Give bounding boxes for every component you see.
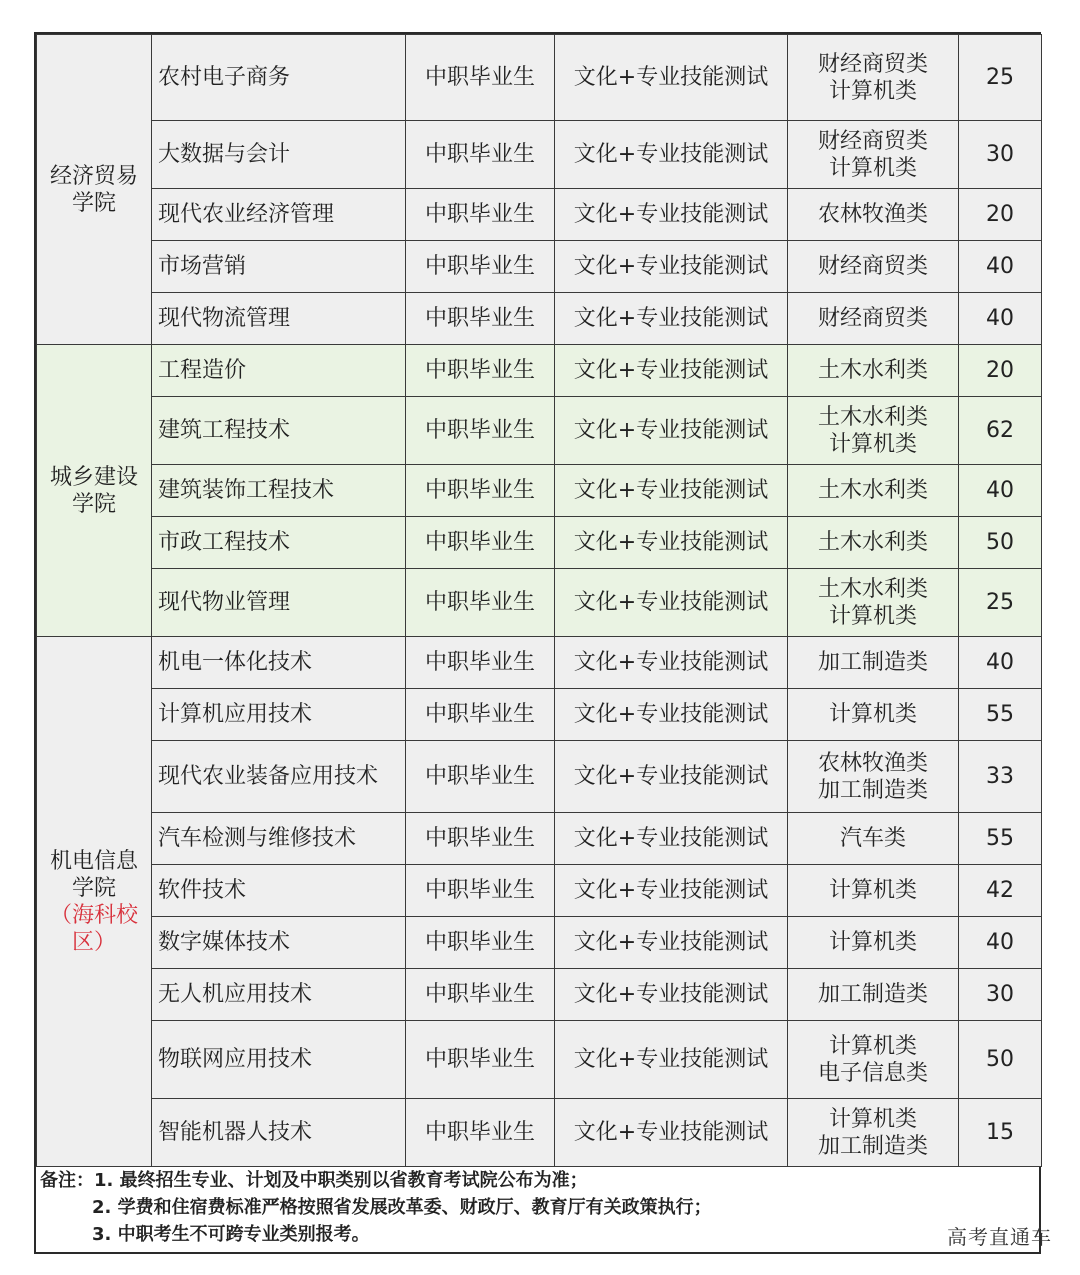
category-line: 计算机类 xyxy=(828,1106,917,1132)
major-name: 市政工程技术 xyxy=(152,517,406,569)
enrollment-plan: 55 xyxy=(959,813,1042,865)
exam-method: 文化+专业技能测试 xyxy=(555,969,788,1021)
vocational-category xyxy=(788,35,959,121)
applicant-type: 中职毕业生 xyxy=(406,517,555,569)
applicant-type: 中职毕业生 xyxy=(406,569,555,637)
category-line: 计算机类 xyxy=(828,78,917,104)
major-name: 农村电子商务 xyxy=(152,35,406,121)
category-line: 汽车类 xyxy=(839,826,906,851)
enrollment-plan: 40 xyxy=(959,637,1042,689)
table-row xyxy=(37,569,1042,637)
college-name-line: 学院 xyxy=(71,491,116,517)
table-row xyxy=(37,35,1042,121)
vocational-category xyxy=(788,813,959,865)
major-name: 现代物业管理 xyxy=(152,569,406,637)
vocational-category xyxy=(788,741,959,813)
applicant-type: 中职毕业生 xyxy=(406,917,555,969)
college-name xyxy=(37,345,152,637)
applicant-type: 中职毕业生 xyxy=(406,397,555,465)
vocational-category xyxy=(788,637,959,689)
major-name: 计算机应用技术 xyxy=(152,689,406,741)
table-row xyxy=(37,813,1042,865)
vocational-category xyxy=(788,1021,959,1099)
table-row xyxy=(37,465,1042,517)
major-name: 数字媒体技术 xyxy=(152,917,406,969)
exam-method: 文化+专业技能测试 xyxy=(555,865,788,917)
category-line: 土木水利类 xyxy=(817,358,928,383)
applicant-type: 中职毕业生 xyxy=(406,741,555,813)
category-line: 土木水利类 xyxy=(817,530,928,555)
category-line: 计算机类 xyxy=(828,702,917,727)
exam-method: 文化+专业技能测试 xyxy=(555,569,788,637)
applicant-type: 中职毕业生 xyxy=(406,813,555,865)
category-line: 农林牧渔类 xyxy=(817,202,928,227)
applicant-type: 中职毕业生 xyxy=(406,1099,555,1167)
enrollment-plan: 15 xyxy=(959,1099,1042,1167)
watermark: 高考直通车 xyxy=(947,1225,1052,1249)
exam-method: 文化+专业技能测试 xyxy=(555,189,788,241)
enrollment-plan: 40 xyxy=(959,917,1042,969)
applicant-type: 中职毕业生 xyxy=(406,241,555,293)
applicant-type: 中职毕业生 xyxy=(406,689,555,741)
campus-note: （海科校 xyxy=(49,902,138,928)
category-line: 计算机类 xyxy=(828,930,917,955)
applicant-type: 中职毕业生 xyxy=(406,345,555,397)
category-line: 计算机类 xyxy=(828,603,917,629)
vocational-category xyxy=(788,689,959,741)
table-row xyxy=(37,189,1042,241)
major-name: 工程造价 xyxy=(152,345,406,397)
exam-method: 文化+专业技能测试 xyxy=(555,637,788,689)
table-row xyxy=(37,121,1042,189)
enrollment-plan: 33 xyxy=(959,741,1042,813)
category-line: 土木水利类 xyxy=(817,576,928,602)
category-line: 加工制造类 xyxy=(817,650,928,675)
major-name: 建筑装饰工程技术 xyxy=(152,465,406,517)
college-name-line: 学院 xyxy=(71,190,116,216)
college-name xyxy=(37,637,152,1167)
campus-note: 区） xyxy=(71,929,116,955)
major-name: 现代物流管理 xyxy=(152,293,406,345)
vocational-category xyxy=(788,865,959,917)
major-name: 市场营销 xyxy=(152,241,406,293)
major-name: 现代农业装备应用技术 xyxy=(152,741,406,813)
major-name: 现代农业经济管理 xyxy=(152,189,406,241)
table-row xyxy=(37,241,1042,293)
exam-method: 文化+专业技能测试 xyxy=(555,293,788,345)
enrollment-sheet xyxy=(34,32,1041,1254)
enrollment-plan: 50 xyxy=(959,517,1042,569)
category-line: 财经商贸类 xyxy=(817,306,928,331)
remark-line-3: 3. 中职考生不可跨专业类别报考。 xyxy=(92,1224,370,1245)
category-line: 财经商贸类 xyxy=(817,51,928,77)
exam-method: 文化+专业技能测试 xyxy=(555,517,788,569)
major-name: 建筑工程技术 xyxy=(152,397,406,465)
table-row xyxy=(37,917,1042,969)
college-name-line: 学院 xyxy=(71,875,116,901)
category-line: 农林牧渔类 xyxy=(817,750,928,776)
college-name xyxy=(37,35,152,345)
category-line: 加工制造类 xyxy=(817,982,928,1007)
applicant-type: 中职毕业生 xyxy=(406,293,555,345)
exam-method: 文化+专业技能测试 xyxy=(555,121,788,189)
category-line: 财经商贸类 xyxy=(817,254,928,279)
applicant-type: 中职毕业生 xyxy=(406,35,555,121)
applicant-type: 中职毕业生 xyxy=(406,1021,555,1099)
table-row xyxy=(37,637,1042,689)
enrollment-table xyxy=(36,34,1042,1167)
major-name: 无人机应用技术 xyxy=(152,969,406,1021)
vocational-category xyxy=(788,569,959,637)
exam-method: 文化+专业技能测试 xyxy=(555,741,788,813)
table-row xyxy=(37,689,1042,741)
enrollment-plan: 40 xyxy=(959,293,1042,345)
enrollment-plan: 30 xyxy=(959,121,1042,189)
category-line: 计算机类 xyxy=(828,878,917,903)
vocational-category xyxy=(788,917,959,969)
enrollment-plan: 42 xyxy=(959,865,1042,917)
enrollment-plan: 40 xyxy=(959,241,1042,293)
major-name: 机电一体化技术 xyxy=(152,637,406,689)
exam-method: 文化+专业技能测试 xyxy=(555,813,788,865)
college-name-line: 机电信息 xyxy=(49,848,138,874)
enrollment-plan: 30 xyxy=(959,969,1042,1021)
enrollment-plan: 50 xyxy=(959,1021,1042,1099)
vocational-category xyxy=(788,517,959,569)
vocational-category xyxy=(788,189,959,241)
category-line: 土木水利类 xyxy=(817,404,928,430)
applicant-type: 中职毕业生 xyxy=(406,865,555,917)
vocational-category xyxy=(788,465,959,517)
category-line: 财经商贸类 xyxy=(817,128,928,154)
exam-method: 文化+专业技能测试 xyxy=(555,917,788,969)
enrollment-plan: 25 xyxy=(959,569,1042,637)
exam-method: 文化+专业技能测试 xyxy=(555,465,788,517)
table-row xyxy=(37,345,1042,397)
exam-method: 文化+专业技能测试 xyxy=(555,241,788,293)
major-name: 软件技术 xyxy=(152,865,406,917)
category-line: 电子信息类 xyxy=(817,1060,928,1086)
category-line: 土木水利类 xyxy=(817,478,928,503)
vocational-category xyxy=(788,293,959,345)
table-row xyxy=(37,397,1042,465)
remarks xyxy=(36,1167,1039,1248)
table-row xyxy=(37,1021,1042,1099)
remark-line-1: 备注：1. 最终招生专业、计划及中职类别以省教育考试院公布为准； xyxy=(40,1170,588,1191)
applicant-type: 中职毕业生 xyxy=(406,465,555,517)
remark-line-2: 2. 学费和住宿费标准严格按照省发展改革委、财政厅、教育厅有关政策执行； xyxy=(92,1197,712,1218)
exam-method: 文化+专业技能测试 xyxy=(555,35,788,121)
enrollment-plan: 40 xyxy=(959,465,1042,517)
applicant-type: 中职毕业生 xyxy=(406,121,555,189)
vocational-category xyxy=(788,121,959,189)
applicant-type: 中职毕业生 xyxy=(406,969,555,1021)
college-name-line: 经济贸易 xyxy=(49,163,138,189)
category-line: 计算机类 xyxy=(828,431,917,457)
enrollment-plan: 20 xyxy=(959,345,1042,397)
vocational-category xyxy=(788,345,959,397)
vocational-category xyxy=(788,397,959,465)
major-name: 物联网应用技术 xyxy=(152,1021,406,1099)
exam-method: 文化+专业技能测试 xyxy=(555,689,788,741)
exam-method: 文化+专业技能测试 xyxy=(555,1021,788,1099)
college-name-line: 城乡建设 xyxy=(49,464,138,490)
vocational-category xyxy=(788,969,959,1021)
major-name: 大数据与会计 xyxy=(152,121,406,189)
exam-method: 文化+专业技能测试 xyxy=(555,397,788,465)
category-line: 加工制造类 xyxy=(817,1133,928,1159)
exam-method: 文化+专业技能测试 xyxy=(555,345,788,397)
applicant-type: 中职毕业生 xyxy=(406,189,555,241)
table-row xyxy=(37,865,1042,917)
category-line: 计算机类 xyxy=(828,155,917,181)
table-row xyxy=(37,741,1042,813)
category-line: 加工制造类 xyxy=(817,777,928,803)
enrollment-plan: 20 xyxy=(959,189,1042,241)
table-row xyxy=(37,969,1042,1021)
exam-method: 文化+专业技能测试 xyxy=(555,1099,788,1167)
enrollment-plan: 62 xyxy=(959,397,1042,465)
major-name: 智能机器人技术 xyxy=(152,1099,406,1167)
enrollment-plan: 25 xyxy=(959,35,1042,121)
enrollment-plan: 55 xyxy=(959,689,1042,741)
vocational-category xyxy=(788,1099,959,1167)
applicant-type: 中职毕业生 xyxy=(406,637,555,689)
category-line: 计算机类 xyxy=(828,1033,917,1059)
vocational-category xyxy=(788,241,959,293)
table-row xyxy=(37,1099,1042,1167)
major-name: 汽车检测与维修技术 xyxy=(152,813,406,865)
table-row xyxy=(37,517,1042,569)
table-row xyxy=(37,293,1042,345)
